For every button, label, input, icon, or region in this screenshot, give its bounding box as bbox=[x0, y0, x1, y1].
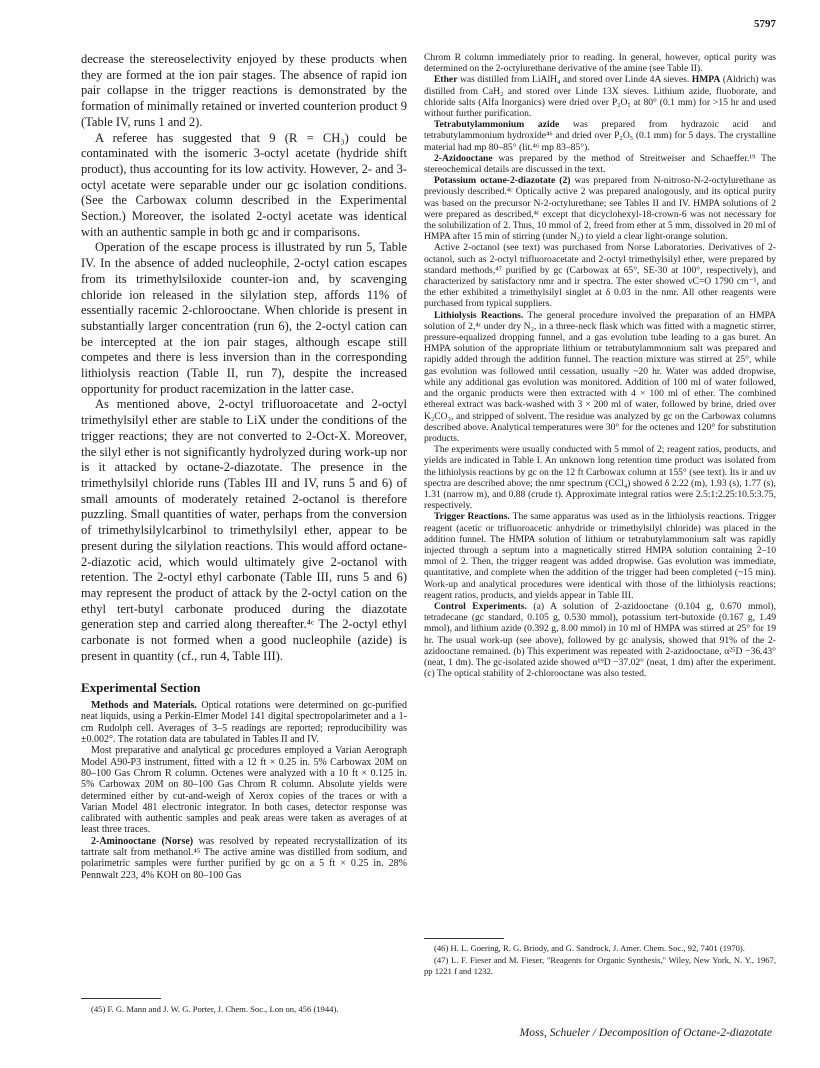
experimental-paragraph bbox=[424, 242, 776, 309]
paragraph-text: Most preparative and analytical gc procedures employed a Varian Aerograph Model A90-P3 instrument, fitted with a 12 ft × 0.25 in. 5% Carbowax 20M on 80–100 Gas Chrom R column. Octenes were analyzed with a 10 ft × 0.125 in. 5% Carbowax 20M on 80–100 Gas Chrom R column. Absolute yields were determined either by cut-and-weigh of Xerox copies of the traces or with a Varian Model 481 electronic integrator. In both cases, detector response was calibrated with authentic samples and peak areas were taken as averages of at least three traces. bbox=[81, 745, 407, 836]
run-in-heading: Tetrabutylammonium azide bbox=[434, 119, 560, 131]
body-paragraph: A referee has suggested that 9 (R = CH₃) could be contaminated with the isomeric 3-octyl acetate (hydride shift product), thus accounting for its low activity. However, 2- and 3-octyl acetate were separable under our gc isolation conditions. (See the Carbowax column described in the Experimental Section.) Moreover, the isolated 2-octyl acetate was identical with an authentic sample in both gc and ir comparisons. bbox=[81, 130, 407, 239]
experimental-paragraph bbox=[424, 601, 776, 679]
left-column bbox=[81, 52, 407, 881]
body-paragraph: decrease the stereoselectivity enjoyed by these products when they are formed at the ion pair stages. The absence of rapid ion pair collapse in the trigger reactions is demonstrated by the formation of minimally retained or inverted counterion product 9 (Table IV, runs 1 and 2). bbox=[81, 52, 407, 129]
footnote-rule bbox=[81, 998, 161, 999]
footnote: (46) H. L. Goering, R. G. Briody, and G. Sandrock, J. Amer. Chem. Soc., 92, 7401 (1970). bbox=[434, 943, 745, 953]
run-in-heading: Potassium octane-2-diazotate (2) bbox=[434, 175, 571, 187]
experimental-paragraph bbox=[81, 836, 407, 881]
footnote: (45) F. G. Mann and J. W. G. Porter, J. Chem. Soc., Lon on, 456 (1944). bbox=[91, 1004, 339, 1014]
paragraph-text: Chrom R column immediately prior to reading. In general, however, optical purity was determined on the 2-octylurethane derivative of the amine (see Table II). bbox=[424, 52, 776, 75]
run-in-heading: 2-Azidooctane bbox=[434, 152, 493, 164]
paragraph-text: was prepared by the method of Streitweiser and Schaeffer.¹⁹ The stereochemical details are discussed in the text. bbox=[424, 152, 776, 176]
paragraph-text: The experiments were usually conducted with 5 mmol of 2; reagent ratios, products, and yields are indicated in Table I. An unknown long retention time product was isolated from the lithiolysis reactions by gc on the 12 ft Carbowax column at 155° (see text). Its ir and uv spectra are described above; the nmr spectrum (CCl₄) showed δ 2.22 (m), 1.93 (s), 1.77 (s), 1.31 (narrow m), and 0.88 (crude t). Approximate integral ratios were 2.5:1:2.25:10.5:3.75, respectively. bbox=[424, 444, 776, 512]
running-footer: Moss, Schueler / Decomposition of Octane-2-diazotate bbox=[519, 1027, 772, 1039]
run-in-heading: Lithiolysis Reactions. bbox=[434, 309, 524, 321]
paragraph-text: was resolved by repeated recrystallization of its tartrate salt from methanol.⁴⁵ The active amine was distilled from sodium, and polarimetric samples were further purified by gc on a 5 ft × 0.25 in. 28% Pennwalt 223, 4% KOH on 80–100 Gas bbox=[81, 835, 407, 881]
paragraph-text: The same apparatus was used as in the lithiolysis reactions. Trigger reagent (acetic or trifluoroacetic anhydride or trimethylsilyl chloride) was placed in the addition funnel. The HMPA solution of lithium or tetrabutylammonium salt was rapidly injected through a septum into a magnetically stirred HMPA solution containing 2–10 mmol of 2. Then, the trigger reagent was added dropwise. Gas evolution was immediate, quantitative, and complete when the addition of the trigger had been completed (~15 min). Work-up and analytical procedures were identical with those of the lithiolysis reactions; reagent ratios, products, and yields appear in Table III. bbox=[424, 511, 776, 601]
run-in-heading: Ether bbox=[434, 74, 458, 86]
paragraph-text: Optical rotations were determined on gc-purified neat liquids, using a Perkin-Elmer Model 141 digital spectropolarimeter and a 1-cm Rudolph cell. Averages of 3–5 readings are reported; reproducibility was ±0.002°. The rotation data are tabulated in Tables II and IV. bbox=[81, 700, 407, 746]
paragraph-text: was prepared from hydrazoic acid and tetrabutylammonium hydroxide⁴⁶ and dried over P₂O₅ (0.1 mm) for 5 days. The crystalline material had mp 80–85° (lit.⁴⁶ mp 83–85°). bbox=[424, 119, 776, 153]
experimental-paragraph bbox=[81, 745, 407, 835]
experimental-paragraph bbox=[424, 153, 776, 175]
experimental-paragraph bbox=[424, 444, 776, 511]
experimental-paragraph bbox=[424, 119, 776, 153]
run-in-heading: Trigger Reactions. bbox=[434, 511, 510, 523]
experimental-paragraph bbox=[424, 310, 776, 444]
page-number: 5797 bbox=[754, 18, 776, 30]
footnote: (47) L. F. Fieser and M. Fieser, "Reagents for Organic Synthesis," Wiley, New York, N. Y., 1967, pp 1221 f and 1232. bbox=[424, 955, 776, 976]
experimental-paragraph bbox=[81, 700, 407, 745]
run-in-heading: 2-Aminooctane (Norse) bbox=[91, 835, 194, 847]
footnotes-right bbox=[424, 943, 776, 978]
body-paragraph: Operation of the escape process is illustrated by run 5, Table IV. In the absence of added nucleophile, 2-octyl cation escapes from its trimethylsiloxide counter-ion and, by scavenging chloride ion released in the silylation step, affords 11% of essentially racemic 2-chlorooctane. When chloride is present in substantially larger concentration (run 6), the 2-octyl cation can be intercepted at the ion pair stages, although escape still competes and there is less inversion than in the corresponding lithiolysis reaction (Table II, run 7), despite the increased opportunity for product racemization in the latter case. bbox=[81, 240, 407, 396]
experimental-paragraph bbox=[424, 511, 776, 601]
paragraph-text: (Aldrich) was distilled from CaH₂ and stored over Linde 13X sieves. Lithium azide, fluoborate, and chloride salts (Alfa Inorganics) were dried over P₂O₅ at 80° (0.1 mm) for >15 hr and used without further purification. bbox=[424, 74, 776, 120]
run-in-heading: Methods and Materials. bbox=[91, 700, 197, 712]
experimental-paragraph bbox=[424, 74, 776, 119]
body-paragraph: As mentioned above, 2-octyl trifluoroacetate and 2-octyl trimethylsilyl ether are stable to LiX under the conditions of the trigger reactions; they are not converted to 2-Oct-X. Moreover, the silyl ether is not significantly hydrolyzed during work-up nor is it attacked by octane-2-diazotate. The presence in the trimethylsilyl chloride runs (Tables III and IV, runs 5 and 6) of small amounts of moderately retained 2-octanol is therefore puzzling. Small quantities of water, perhaps from the conversion of trimethylsilylcarbinol to trimethylsilyl ether, appear to be present during the silylation reactions. This would afford octane-2-diazotic acid, which would ultimately give 2-octanol with retention. The 2-octyl ethyl carbonate (Table III, runs 5 and 6) may represent the product of attack by the 2-octyl cation on the ethyl tert-butyl carbonate produced during the diazotate generation step and carried along thereafter.⁴ᶜ The 2-octyl ethyl carbonate is not formed when a good nucleophile (azide) is present in quantity (cf., run 4, Table III). bbox=[81, 397, 407, 663]
section-heading: Experimental Section bbox=[81, 680, 201, 696]
paragraph-text: was distilled from LiAlH₄ and stored over Linde 4A sieves. bbox=[457, 74, 692, 86]
run-in-heading: HMPA bbox=[691, 74, 721, 86]
paragraph-text: was prepared from N-nitroso-N-2-octylurethane as previously described.⁴ᶜ Optically active 2 was prepared analogously, and its optical purity was based on the precursor N-2-octylurethane; see Tables II and IV. HMPA solutions of 2 were prepared as described,⁴ᶜ except that dicyclohexyl-18-crown-6 was not necessary for the solubilization of 2. Thus, 10 mmol of 2, freed from ether at 5 mm, dissolved in 20 ml of HMPA after 15 min of stirring (under N₂) to yield a clear light-orange solution. bbox=[424, 175, 776, 243]
paragraph-text: (a) A solution of 2-azidooctane (0.104 g, 0.670 mmol), tetradecane (gc standard, 0.105 g, 0.530 mmol), potassium tert-butoxide (0.167 g, 1.49 mmol), and lithium azide (0.392 g, 8.00 mmol) in 10 ml of HMPA was stirred at 25° for 19 hr. The usual work-up (see above), followed by gc analysis, showed that 91% of the 2-azidooctane remained. (b) This experiment was repeated with 2-azidooctane, α²⁵D −36.43° (neat, 1 dm). The gc-isolated azide showed α¹⁹D −37.02° (neat, 1 dm) after the experiment. (c) The optical stability of 2-chlorooctane was also tested. bbox=[424, 600, 777, 680]
footnotes-left bbox=[81, 1004, 407, 1016]
paragraph-text: The general procedure involved the preparation of an HMPA solution of 2,⁴ᶜ under dry N₂, in a three-neck flask which was fitted with a magnetic stirrer, pressure-equalized dropping funnel, and a gas evolution tube leading to a gas buret. An HMPA solution of the appropriate lithium or tetrabutylammonium salt was prepared and rapidly added through the addition funnel. The reaction mixture was stirred at 25°, while gas evolution was followed until cessation, usually ~20 hr. Water was added dropwise, while any additional gas evolution was monitored. Addition of 100 ml of water followed, and the organic products were then extracted with 4 × 100 ml of ether. The combined ethereal extract was back-washed with 3 × 200 ml of water, followed by brine, dried over K₂CO₃, and stripped of solvent. The residue was analyzed by gc on the Carbowax columns described above. Analytical temperatures were 30° for the octenes and 120° for substitution products. bbox=[424, 309, 776, 444]
right-column bbox=[424, 52, 776, 679]
footnote-rule bbox=[424, 938, 504, 939]
paragraph-text: Active 2-octanol (see text) was purchased from Norse Laboratories. Derivatives of 2-octanol, such as 2-octyl trifluoroacetate and 2-octyl trimethylsilyl ether, were prepared by standard methods,⁴⁷ purified by gc (Carbowax at 65°, SE-30 at 100°, respectively), and characterized by satisfactory nmr and ir spectra. The ester showed νC=O 1790 cm⁻¹, and the ether exhibited a trimethylsilyl singlet at δ 0.03 in the nmr. All other reagents were purchased from typical suppliers. bbox=[424, 242, 776, 310]
run-in-heading: Control Experiments. bbox=[434, 600, 527, 612]
experimental-paragraph bbox=[424, 175, 776, 242]
experimental-paragraph bbox=[424, 52, 776, 74]
